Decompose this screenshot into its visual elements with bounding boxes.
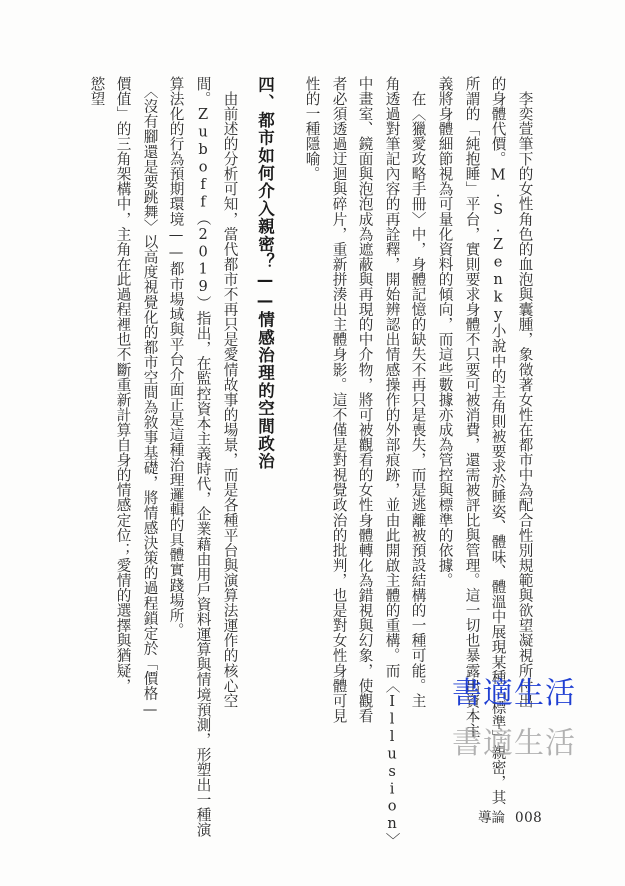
text-column: 義將身體細節視為可量化資料的傾向，而這些數據亦成為管控與標準的依據。	[436, 76, 454, 588]
text-column: 角透過對筆記內容的再詮釋，開始辨認出情感操作的外部痕跡，並由此開啟主體的重構。而〈Illusion〉	[383, 76, 401, 848]
text-column: 者必須透過迂迴與碎片，重新拼湊出主體身影。這不僅是對視覺政治的批判，也是對女性身體可見	[330, 76, 348, 724]
text-column: 的身體代價。M.S.Zenky小說中的主角則被要求於睡姿、體味、體溫中展現某種「標準」親密，其	[489, 76, 507, 805]
text-column: 所謂的「純抱睡」平台，實則要求身體不只要可被消費，還需被評比與管理。這一切也暴露出資本主	[463, 76, 481, 739]
text-column: 性的一種隱喻。	[303, 76, 321, 182]
page-footer	[478, 806, 542, 826]
text-column: 價值」的三角架構中，主角在此過程裡也不斷重新計算自身的情感定位；愛情的選擇與猶疑，	[114, 76, 132, 694]
page-number: 008	[515, 810, 543, 826]
text-column: 中畫室、鏡面與泡泡成為遮蔽與再現的中介物，將可被觀看的女性身體轉化為錯視與幻象，使觀看	[356, 76, 374, 724]
watermark-blue: 書適生活	[452, 676, 576, 711]
footer-section-label: 導論	[478, 810, 505, 826]
text-column: 〈沒有腳還是要跳舞〉以高度視覺化的都市空間為敘事基礎，將情感決策的過程鎖定於「價格—	[141, 76, 159, 719]
text-column: 算法化的行為預期環境——都市場域與平台介面正是這種治理邏輯的具體實踐場所。	[167, 76, 185, 638]
text-column: 慾望	[88, 76, 106, 107]
watermark-gray: 書適生活	[452, 726, 576, 761]
section-heading: 四、都市如何介入親密？——情感治理的空間政治	[255, 76, 275, 471]
text-column: 李奕萱筆下的女性角色的血泡與囊腫，象徵著女性在都市中為配合性別規範與欲望凝視所付出	[516, 76, 534, 709]
text-column: 在〈獵愛攻略手冊〉中，身體記憶的缺失不再只是喪失，而是逃離被預設結構的一種可能。主	[409, 76, 427, 709]
text-column: 由前述的分析可知，當代都市不再只是愛情故事的場景，而是各種平台與演算法運作的核心空	[221, 76, 239, 709]
text-column: 間。Zuboff（2019）指出，在監控資本主義時代，企業藉由用戶資料運算與情境預測，形塑出一種演	[194, 76, 212, 838]
